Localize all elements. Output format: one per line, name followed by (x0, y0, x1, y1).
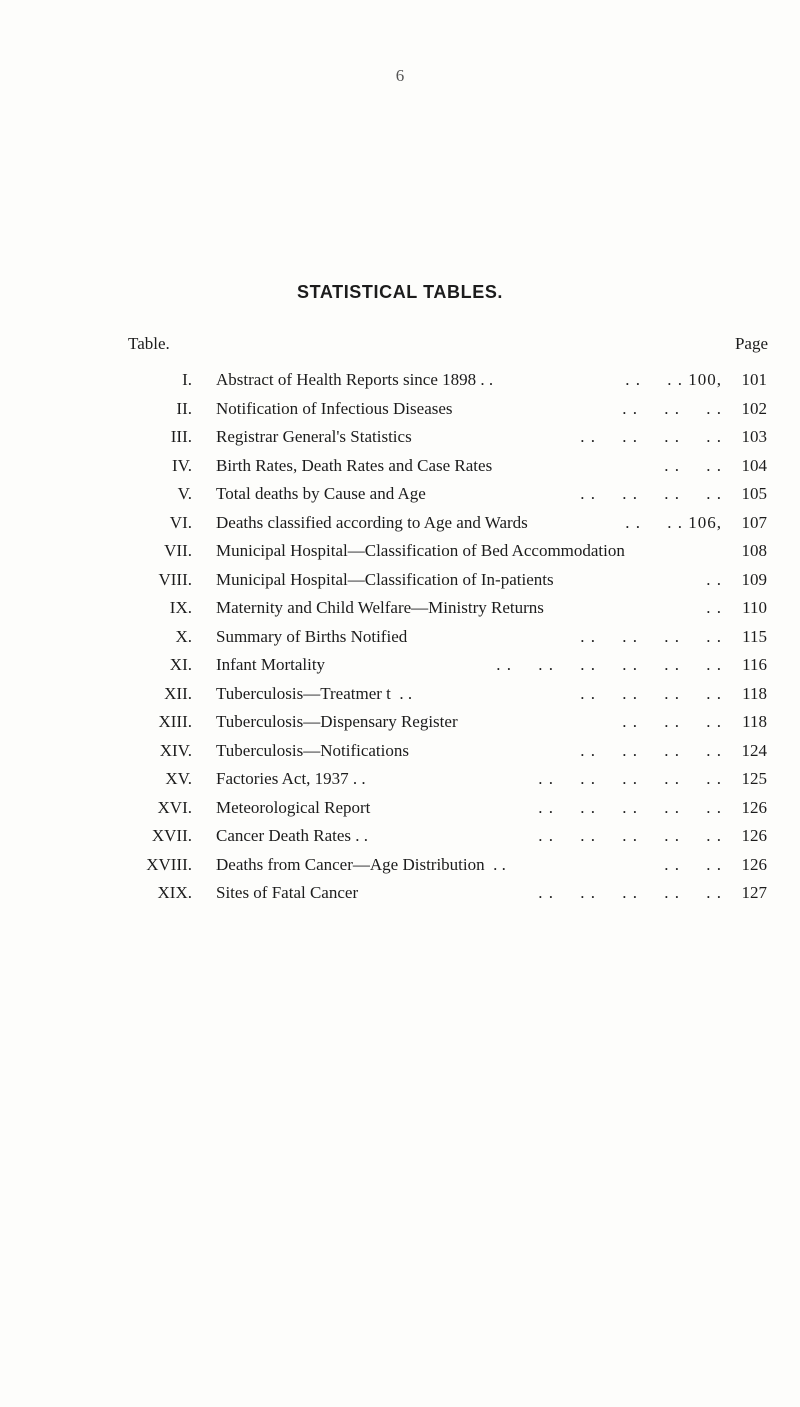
list-item[interactable] (0, 480, 800, 509)
leader-dots: . . . . (664, 455, 722, 475)
leader-dots: . . . . . . . . . . (538, 797, 722, 817)
page-ref: 101 (741, 370, 767, 389)
table-number: XVI. (157, 797, 192, 817)
table-title: Factories Act, 1937 . . (216, 769, 366, 788)
tables-list (0, 366, 800, 908)
table-title: Tuberculosis—Notifications (216, 740, 409, 760)
table-title: Meteorological Report (216, 797, 371, 817)
table-title: Summary of Births Notified (216, 626, 408, 646)
leader-dots: . . (706, 569, 722, 589)
table-number: XIX. (157, 883, 192, 902)
leader-dots: . . . . 100, (625, 370, 722, 389)
table-title: Cancer Death Rates . . (216, 826, 368, 845)
list-item[interactable] (0, 452, 800, 481)
leader-dots: . . . . . . (622, 712, 722, 731)
table-title: Municipal Hospital—Classification of Bed Accommodation (216, 541, 625, 560)
leader-dots: . . . . (664, 854, 722, 874)
table-column-header: Table. (128, 334, 170, 353)
page-ref: 127 (741, 883, 767, 902)
table-title: Deaths from Cancer—Age Distribution . . (216, 854, 506, 874)
list-item[interactable] (0, 851, 800, 880)
page-ref: 110 (742, 598, 767, 617)
table-number: XII. (164, 683, 192, 703)
page-ref: 109 (741, 569, 767, 589)
page-column-header: Page (734, 334, 768, 353)
table-title: Sites of Fatal Cancer (216, 883, 359, 902)
page-ref: 124 (741, 740, 767, 760)
list-item[interactable] (0, 537, 800, 566)
list-item[interactable] (0, 395, 800, 424)
table-title: Tuberculosis—Dispensary Register (216, 712, 458, 731)
list-item[interactable] (0, 680, 800, 709)
page-ref: 118 (742, 712, 767, 731)
list-item[interactable] (0, 737, 800, 766)
table-title: Birth Rates, Death Rates and Case Rates (216, 455, 493, 475)
table-title: Municipal Hospital—Classification of In-patients (216, 569, 554, 589)
table-number: XIII. (158, 712, 192, 731)
page-ref: 116 (742, 655, 767, 674)
list-item[interactable] (0, 765, 800, 794)
table-number: I. (182, 370, 192, 389)
list-item[interactable] (0, 879, 800, 908)
table-number: IV. (172, 455, 192, 475)
page-ref: 107 (741, 512, 767, 532)
table-number: XV. (165, 769, 192, 788)
list-item[interactable] (0, 651, 800, 680)
leader-dots: . . . . . . . . (580, 427, 722, 446)
leader-dots: . . . . . . . . . . (538, 769, 722, 788)
table-title: Infant Mortality (216, 655, 326, 674)
table-title: Registrar General's Statistics (216, 427, 412, 446)
page-title: STATISTICAL TABLES. (296, 282, 504, 302)
table-title: Deaths classified according to Age and Wards (216, 512, 528, 532)
list-item[interactable] (0, 423, 800, 452)
page-ref: 126 (741, 854, 767, 874)
page-ref: 105 (741, 484, 767, 503)
leader-dots: . . . . . . . . (580, 626, 722, 646)
table-number: VI. (169, 512, 192, 532)
leader-dots: . . . . 106, (625, 512, 722, 532)
table-number: III. (170, 427, 192, 446)
list-item[interactable] (0, 623, 800, 652)
leader-dots: . . . . . . . . . . (538, 883, 722, 902)
list-item[interactable] (0, 708, 800, 737)
table-title: Total deaths by Cause and Age (216, 484, 426, 503)
page-ref: 126 (741, 797, 767, 817)
leader-dots: . . . . . . . . . . . . (496, 655, 722, 674)
leader-dots: . . . . . . . . (580, 484, 722, 503)
leader-dots: . . . . . . (622, 398, 722, 418)
table-number: VIII. (158, 569, 192, 589)
table-number: IX. (169, 598, 192, 617)
page-number: 6 (395, 66, 405, 85)
table-number: VII. (164, 541, 192, 560)
page-ref: 104 (741, 455, 767, 475)
page-ref: 126 (741, 826, 767, 845)
page-ref: 108 (741, 541, 767, 560)
table-number: XIV. (159, 740, 192, 760)
table-number: XVIII. (146, 854, 192, 874)
table-title: Maternity and Child Welfare—Ministry Returns (216, 598, 544, 617)
page-ref: 125 (741, 769, 767, 788)
table-title: Abstract of Health Reports since 1898 . . (216, 370, 494, 389)
list-item[interactable] (0, 366, 800, 395)
list-item[interactable] (0, 794, 800, 823)
list-item[interactable] (0, 594, 800, 623)
page-ref: 103 (741, 427, 767, 446)
table-number: X. (175, 626, 192, 646)
table-number: V. (177, 484, 192, 503)
list-item[interactable] (0, 566, 800, 595)
leader-dots: . . . . . . . . . . (538, 826, 722, 845)
page-ref: 118 (742, 683, 767, 703)
list-item[interactable] (0, 822, 800, 851)
table-title: Tuberculosis—Treatmer t . . (216, 683, 413, 703)
leader-dots: . . (706, 598, 722, 617)
page-ref: 102 (741, 398, 767, 418)
page-ref: 115 (742, 626, 767, 646)
table-number: XVII. (151, 826, 192, 845)
table-number: XI. (169, 655, 192, 674)
leader-dots: . . . . . . . . (580, 683, 722, 703)
list-item[interactable] (0, 509, 800, 538)
table-title: Notification of Infectious Diseases (216, 398, 453, 418)
table-number: II. (176, 398, 192, 418)
leader-dots: . . . . . . . . (580, 740, 722, 760)
